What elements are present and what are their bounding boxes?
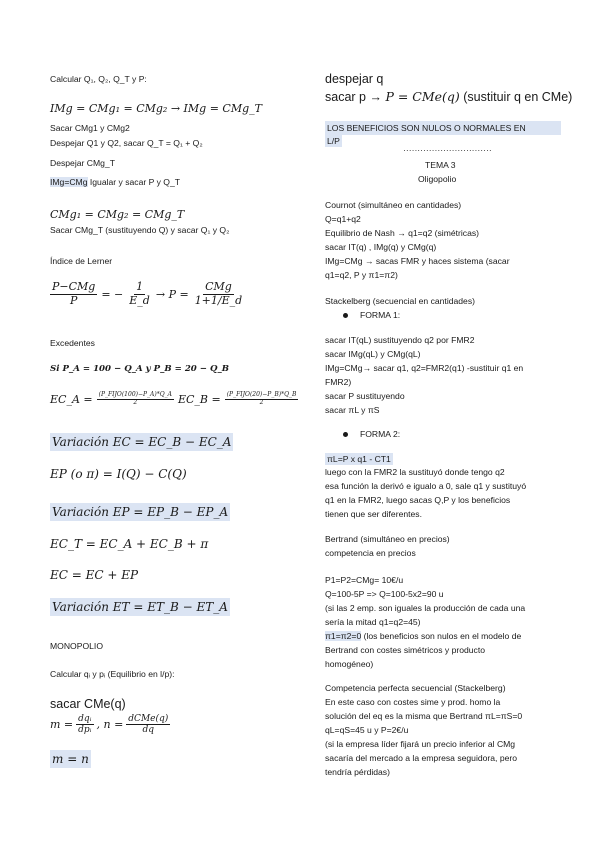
n-fraction: $\frac{\text{dCMe(q)}}{dq}$ <box>128 714 169 736</box>
sacar-cmgt-line: Sacar CMg_T (sustituyendo Q) y sacar Q₁ y Q₂ <box>50 225 230 235</box>
variacion-et: Variación ET = ET_B − ET_A <box>52 600 228 614</box>
competencia-title: Competencia perfecta secuencial (Stackelberg) <box>325 683 506 693</box>
competencia-line-6: sacaría del mercado a la empresa seguidora, pero <box>325 753 518 763</box>
sacar-p-line: sacar p → P = CMe(q) (sustituir q en CMe) <box>325 89 573 104</box>
f1-line-4: FMR2) <box>325 377 352 387</box>
despejar-q-line: despejar q <box>325 72 384 86</box>
sacar-cmg-line: Sacar CMg1 y CMg2 <box>50 123 130 133</box>
lerner-fraction-3: $\frac{\text{CMg}}{1+1/E\_d}$ <box>194 280 243 307</box>
cournot-line-6: q1=q2, P y π1=π2) <box>325 270 398 280</box>
variacion-ep: Variación EP = EP_B − EP_A <box>52 505 229 519</box>
cournot-title: Cournot (simultáneo en cantidades) <box>325 200 462 210</box>
f2-line-1: luego con la FMR2 la sustituyó donde tengo q2 <box>325 467 505 477</box>
cournot-line-4: sacar IT(q) , IMg(q) y CMg(q) <box>325 242 437 252</box>
oligopolio-title: Oligopolio <box>418 174 457 184</box>
despejar-cmgt-line: Despejar CMg_T <box>50 158 115 168</box>
ect-equation: EC_T = EC_A + EC_B + π <box>50 537 209 551</box>
stackelberg-title: Stackelberg (secuencial en cantidades) <box>325 296 476 306</box>
calcular-q-line: Calcular Q₁, Q₂, Q_T y P: <box>50 74 147 84</box>
bullet-icon <box>343 432 348 437</box>
monopolio-title: MONOPOLIO <box>50 641 104 651</box>
excedentes-title: Excedentes <box>50 338 95 348</box>
ec-formula-line: EC_A = $\frac{\text{(P\_FIJO(100)−P\_A)*Q\_A}}{2}$ EC_B = $\frac{\text{(P\_FIJO(20)−P\_B)*Q\_B}}{2}$ <box>50 391 297 406</box>
competencia-line-5: (si la empresa líder fijará un precio inferior al CMg <box>325 739 516 749</box>
bertrand-line-7: π1=π2=0 (los beneficios son nulos en el modelo de <box>325 631 522 641</box>
lerner-title: Índice de Lerner <box>50 256 113 266</box>
bertrand-highlight: π1=π2=0 <box>325 631 362 641</box>
img-equation: IMg = CMg₁ = CMg₂ → IMg = CMg_T <box>50 102 262 115</box>
bertrand-line-8: Bertrand con costes simétricos y producto <box>325 645 486 655</box>
bertrand-line-6: sería la mitad q1=q2=45) <box>325 617 421 627</box>
cournot-line-2: Q=q1+q2 <box>325 214 361 224</box>
bertrand-line-2: competencia en precios <box>325 548 416 558</box>
lerner-fraction-2: $\frac{1}{E\_d}$ <box>129 280 150 307</box>
f1-line-2: sacar IMg(qL) y CMg(qL) <box>325 349 421 359</box>
eca-fraction: $\frac{\text{(P\_FIJO(100)−P\_A)*Q\_A}}{2}$ <box>98 391 172 406</box>
f1-line-5: sacar P sustituyendo <box>325 391 405 401</box>
cmg-equation: CMg₁ = CMg₂ = CMg_T <box>50 208 185 221</box>
bertrand-line-5: (si las 2 emp. son iguales la producción de cada una <box>325 603 526 613</box>
ecb-fraction: $\frac{\text{(P\_FIJO(20)−P\_B)*Q\_B}}{2}$ <box>226 391 297 406</box>
f2-line-4: tienen que ser diferentes. <box>325 509 422 519</box>
tema-title: TEMA 3 <box>425 160 456 170</box>
bertrand-line-4: Q=100-5P => Q=100-5x2=90 u <box>325 589 444 599</box>
lerner-fraction-1: $\frac{\text{P−CMg}}{P}$ <box>52 280 96 307</box>
calcular-qi-line: Calcular qᵢ y pᵢ (Equilibrio en l/p): <box>50 669 175 679</box>
f1-line-3: IMg=CMg→ sacar q1, q2=FMR2(q1) -sustituir q1 en <box>325 363 524 373</box>
competencia-line-2: En este caso con costes sime y prod. homo la <box>325 697 501 707</box>
sacar-cme-line: sacar CMe(q) <box>50 697 126 711</box>
cournot-line-3: Equilibrio de Nash → q1=q2 (simétricas) <box>325 228 480 238</box>
bullet-icon <box>343 313 348 318</box>
competencia-line-7: tendría pérdidas) <box>325 767 390 777</box>
img-cmg-line <box>50 177 180 187</box>
forma1-item: FORMA 1: <box>343 310 400 320</box>
bertrand-line-3: P1=P2=CMg= 10€/u <box>325 575 404 585</box>
lerner-formula: $\frac{\text{P−CMg}}{P}$ = − $\frac{1}{E\_d}$ → P = $\frac{\text{CMg}}{1+1/E\_d}$ <box>52 280 243 307</box>
ec-ep-equation: EC = EC + EP <box>50 568 139 582</box>
m-equals-n: m = n <box>52 752 89 766</box>
f2-line-3: q1 en la FMR2, luego sacas Q,P y los beneficios <box>325 495 511 505</box>
img-cmg-highlight: IMg=CMg <box>50 177 88 187</box>
f2-highlight: πL=P x q1 - CT1 <box>327 454 391 464</box>
beneficios-highlight-2: L/P <box>327 136 340 146</box>
m-n-formula: m = $\frac{\text{dqᵢ}}{\text{dpᵢ}}$ , n = $\frac{\text{dCMe(q)}}{dq}$ <box>50 714 169 736</box>
forma2-item: FORMA 2: <box>343 429 400 439</box>
f1-line-1: sacar IT(qL) sustituyendo q2 por FMR2 <box>325 335 475 345</box>
f2-line-2: esa función la derivó e igualo a 0, sale q1 y sustituyó <box>325 481 527 491</box>
competencia-line-4: qL=qS=45 u y P=2€/u <box>325 725 409 735</box>
beneficios-highlight: LOS BENEFICIOS SON NULOS O NORMALES EN <box>325 121 561 135</box>
igualar-text: Igualar y sacar P y Q_T <box>87 177 181 187</box>
f1-line-6: sacar πL y πS <box>325 405 380 415</box>
cournot-line-5: IMg=CMg → sacas FMR y haces sistema (sacar <box>325 256 510 266</box>
variacion-ec: Variación EC = EC_B − EC_A <box>52 435 232 449</box>
section-divider: ······························· <box>403 145 492 155</box>
bertrand-line-9: homogéneo) <box>325 659 374 669</box>
bertrand-title: Bertrand (simultáneo en precios) <box>325 534 450 544</box>
m-fraction: $\frac{\text{dqᵢ}}{\text{dpᵢ}}$ <box>78 714 92 736</box>
despejar-q1q2-line: Despejar Q1 y Q2, sacar Q_T = Q₁ + Q₂ <box>50 138 203 148</box>
ep-equation: EP (o π) = I(Q) − C(Q) <box>50 467 187 481</box>
competencia-line-3: solución del eq es la misma que Bertrand πL=πS=0 <box>325 711 523 721</box>
si-p-line: Si P_A = 100 − Q_A y P_B = 20 − Q_B <box>50 364 230 374</box>
